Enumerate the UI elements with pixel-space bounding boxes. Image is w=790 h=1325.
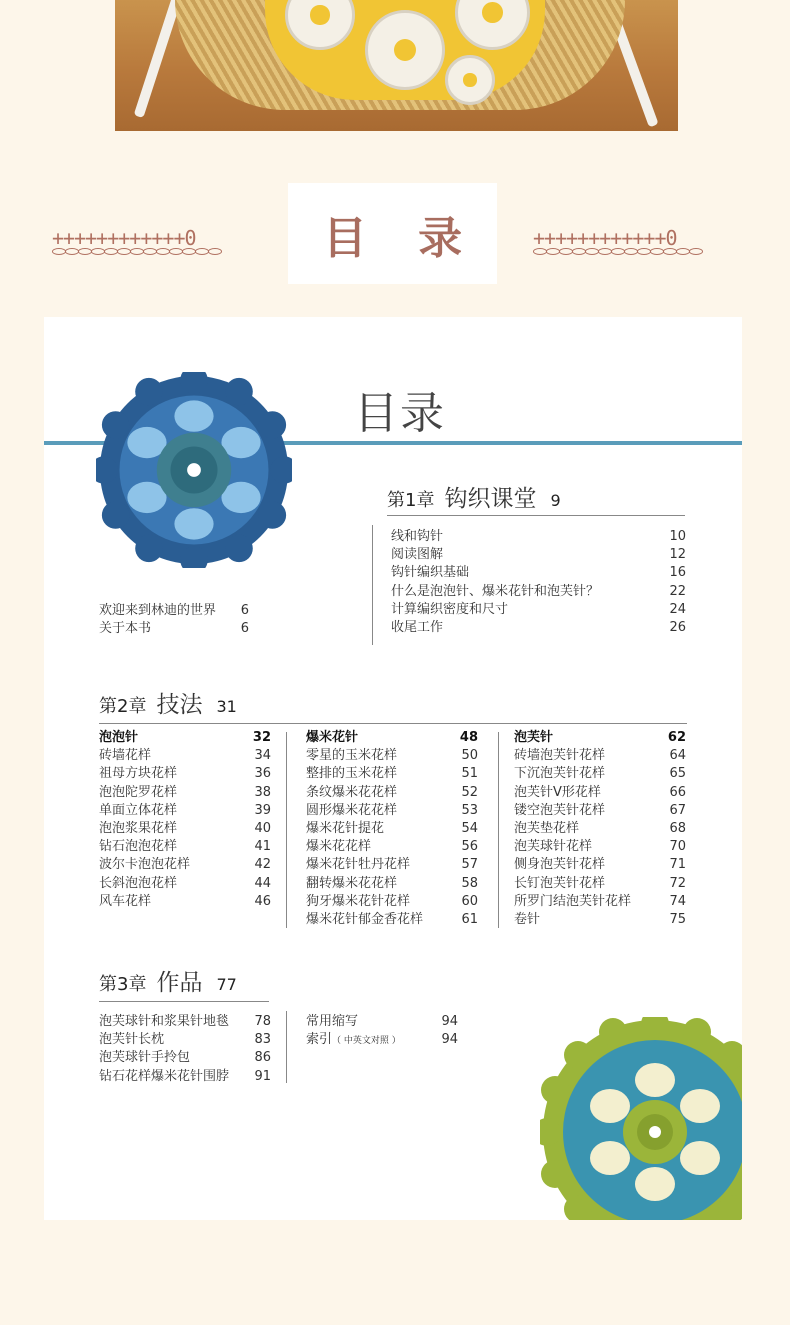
chapter1-list [391,528,686,637]
list-item[interactable]: 索引（ 中英文对照 ） 94 [306,1032,458,1048]
list-item[interactable]: 条纹爆米花花样 52 [306,784,478,800]
list-item[interactable]: 翻转爆米花花样 58 [306,875,478,891]
chapter3-col2 [306,1013,458,1050]
list-item[interactable]: 零星的玉米花样 50 [306,748,478,764]
list-item[interactable]: 欢迎来到林迪的世界 6 [99,603,249,618]
intro-list [99,602,249,638]
list-item[interactable]: 泡泡浆果花样 40 [99,821,271,837]
list-item[interactable]: 钻石泡泡花样 41 [99,839,271,855]
list-item[interactable]: 侧身泡芙针花样 71 [514,857,686,873]
list-item[interactable]: 长斜泡泡花样 44 [99,875,271,891]
list-item[interactable]: 阅读图解 12 [391,547,686,563]
list-item[interactable]: 泡芙针 62 [514,730,686,745]
list-item[interactable]: 钩针编织基础 16 [391,565,686,581]
chapter3-heading[interactable]: 第3章 作品 77 [99,970,237,996]
list-item[interactable]: 计算编织密度和尺寸 24 [391,601,686,617]
chapter2-rule [99,723,687,724]
header-title: 目 录 [322,212,481,264]
chapter2-col2 [306,729,478,929]
list-item[interactable]: 砖墙泡芙针花样 64 [514,748,686,764]
list-item[interactable]: 镂空泡芙针花样 67 [514,802,686,818]
chapter2-divider-2 [498,732,499,928]
blue-crochet-motif-icon [96,372,292,568]
list-item[interactable]: 钻石花样爆米花针围脖 91 [99,1068,271,1084]
list-item[interactable]: 泡芙球针和浆果针地毯 78 [99,1014,271,1029]
list-item[interactable]: 波尔卡泡泡花样 42 [99,857,271,873]
list-item[interactable]: 常用缩写 94 [306,1014,458,1029]
chapter1-rule [387,515,685,516]
list-item[interactable]: 整排的玉米花样 51 [306,766,478,782]
toc-title: 目录 [354,388,446,439]
toc-card [44,317,742,1220]
list-item[interactable]: 爆米花针提花 54 [306,821,478,837]
list-item[interactable]: 爆米花花样 56 [306,839,478,855]
list-item[interactable]: 圆形爆米花花样 53 [306,802,478,818]
list-item[interactable]: 关于本书 6 [99,621,249,637]
list-item[interactable]: 什么是泡泡针、爆米花针和泡芙针？ 22 [391,583,686,599]
list-item[interactable]: 泡芙针长枕 83 [99,1032,271,1048]
stitch-decoration-right: ++++++++++++0 [533,228,733,260]
chapter1-divider [372,525,373,645]
list-item[interactable]: 爆米花针牡丹花样 57 [306,857,478,873]
list-item[interactable]: 长钉泡芙针花样 72 [514,875,686,891]
list-item[interactable]: 泡芙球针手拎包 86 [99,1050,271,1066]
header-title-box [288,183,497,284]
list-item[interactable]: 泡芙球针花样 70 [514,839,686,855]
list-item[interactable]: 泡芙针V形花样 66 [514,784,686,800]
list-item[interactable]: 祖母方块花样 36 [99,766,271,782]
list-item[interactable]: 线和钩针 10 [391,529,686,544]
chapter1-heading[interactable]: 第1章 钩织课堂 9 [387,486,561,512]
list-item[interactable]: 泡泡针 32 [99,730,271,745]
list-item[interactable]: 单面立体花样 39 [99,802,271,818]
list-item[interactable]: 下沉泡芙针花样 65 [514,766,686,782]
list-item[interactable]: 爆米花针郁金香花样 61 [306,912,478,928]
list-item[interactable]: 泡泡陀罗花样 38 [99,784,271,800]
list-item[interactable]: 收尾工作 26 [391,620,686,636]
chapter3-divider [286,1011,287,1083]
chapter3-col1 [99,1013,271,1086]
list-item[interactable]: 所罗门结泡芙针花样 74 [514,893,686,909]
chapter2-col1 [99,729,271,911]
chapter3-rule [99,1001,269,1002]
list-item[interactable]: 狗牙爆米花针花样 60 [306,893,478,909]
list-item[interactable]: 卷针 75 [514,912,686,928]
chapter2-col3 [514,729,686,929]
chapter2-heading[interactable]: 第2章 技法 31 [99,692,237,718]
list-item[interactable]: 泡芙垫花样 68 [514,821,686,837]
green-crochet-motif-icon [540,1017,742,1220]
list-item[interactable]: 风车花样 46 [99,893,271,909]
chair-pillow-photo [115,0,678,131]
list-item[interactable]: 砖墙花样 34 [99,748,271,764]
list-item[interactable]: 爆米花针 48 [306,730,478,745]
stitch-decoration-left: ++++++++++++0 [52,228,252,260]
chapter2-divider-1 [286,732,287,928]
